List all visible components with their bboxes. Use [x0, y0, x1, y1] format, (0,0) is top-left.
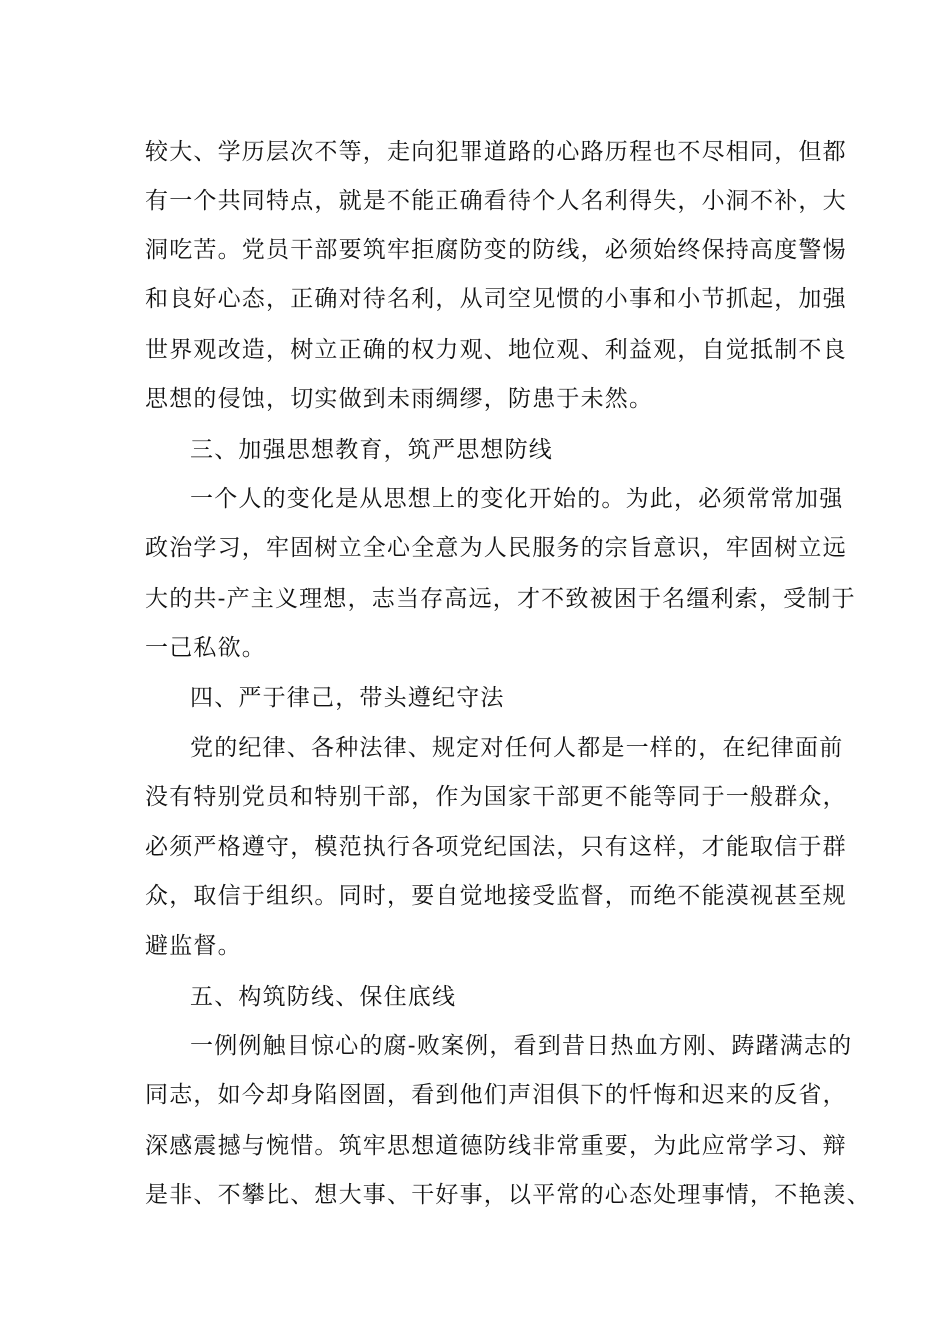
paragraph-first-line: 党的纪律、各种法律、规定对任何人都是一样的，在纪律面前 — [190, 735, 844, 761]
text-line: 没有特别党员和特别干部，作为国家干部更不能等同于一般群众， — [145, 784, 847, 810]
text-line: 大的共-产主义理想，志当存高远，才不致被困于名缰利索，受制于 — [145, 586, 856, 612]
text-line: 避监督。 — [145, 933, 242, 959]
text-line: 政治学习，牢固树立全心全意为人民服务的宗旨意识，牢固树立远 — [145, 535, 847, 561]
section-heading: 五、构筑防线、保住底线 — [190, 984, 457, 1010]
text-line: 一己私欲。 — [145, 635, 266, 661]
text-line: 是非、不攀比、想大事、干好事，以平常的心态处理事情，不艳羡、 — [145, 1182, 871, 1208]
paragraph-first-line: 一个人的变化是从思想上的变化开始的。为此，必须常常加强 — [190, 486, 844, 512]
text-line: 洞吃苦。党员干部要筑牢拒腐防变的防线，必须始终保持高度警惕 — [145, 237, 847, 263]
paragraph-first-line: 一例例触目惊心的腐-败案例，看到昔日热血方刚、踌躇满志的 — [190, 1033, 853, 1059]
text-line: 较大、学历层次不等，走向犯罪道路的心路历程也不尽相同，但都 — [145, 139, 847, 165]
section-heading: 三、加强思想教育，筑严思想防线 — [190, 437, 553, 463]
text-line: 众，取信于组织。同时，要自觉地接受监督，而绝不能漠视甚至规 — [145, 883, 847, 909]
section-heading: 四、严于律己，带头遵纪守法 — [190, 685, 505, 711]
text-line: 深感震撼与惋惜。筑牢思想道德防线非常重要，为此应常学习、辩 — [145, 1133, 847, 1159]
text-line: 世界观改造，树立正确的权力观、地位观、利益观，自觉抵制不良 — [145, 337, 847, 363]
text-line: 和良好心态，正确对待名利，从司空见惯的小事和小节抓起，加强 — [145, 286, 847, 312]
text-line: 思想的侵蚀，切实做到未雨绸缪，防患于未然。 — [145, 386, 654, 412]
text-line: 同志，如今却身陷囹圄，看到他们声泪俱下的忏悔和迟来的反省， — [145, 1082, 847, 1108]
text-line: 必须严格遵守，模范执行各项党纪国法，只有这样，才能取信于群 — [145, 834, 847, 860]
text-line: 有一个共同特点，就是不能正确看待个人名利得失，小洞不补，大 — [145, 188, 847, 214]
